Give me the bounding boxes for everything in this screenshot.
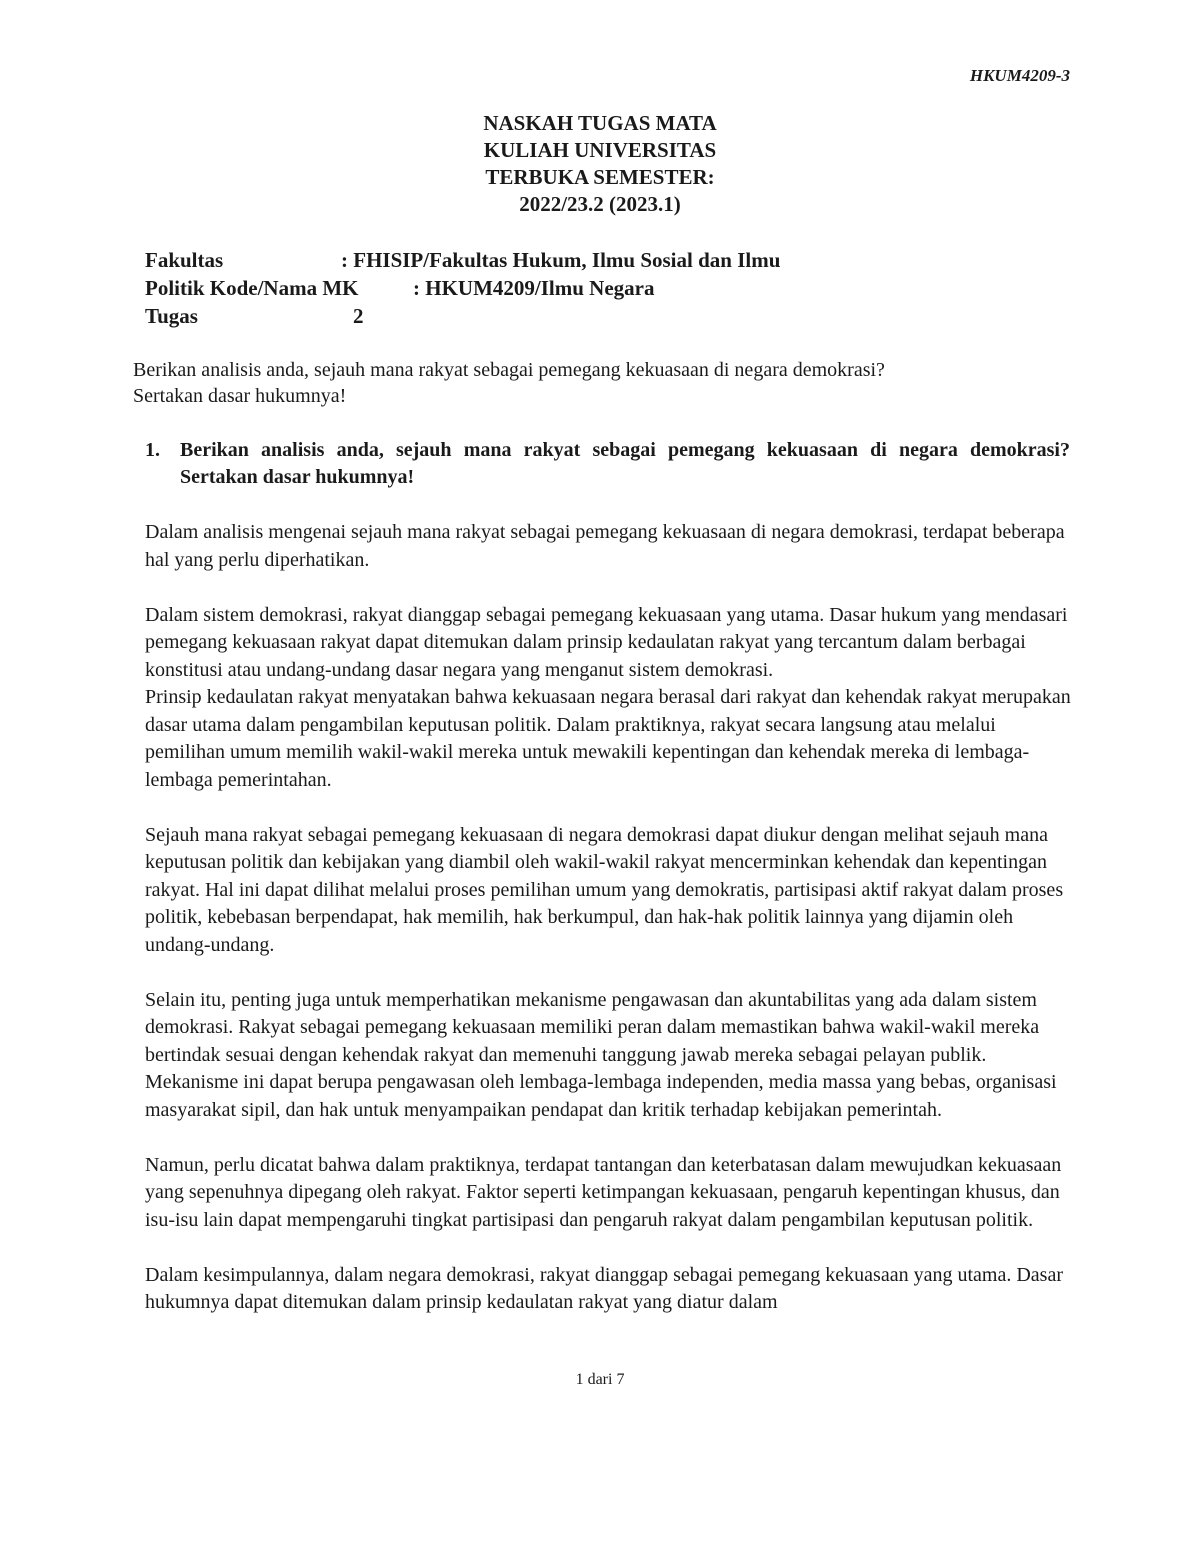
question-text: Berikan analisis anda, sejauh mana rakyat sebagai pemegang kekuasaan di negara demokrasi?: [133, 359, 885, 381]
title-line-3: TERBUKA SEMESTER:: [485, 165, 715, 189]
answer-paragraph-4: Sejauh mana rakyat sebagai pemegang kekuasaan di negara demokrasi dapat diukur dengan melihat sejauh mana keputusan politik dan kebijakan yang diambil oleh wakil-wakil rakyat mencerminkan kehendak dan kepentingan rakyat. Hal ini dapat dilihat melalui proses pemilihan umum yang demokratis, partisipasi aktif rakyat dalam proses politik, kebebasan berpendapat, hak memilih, hak berkumpul, dan hak-hak politik lainnya yang dijamin oleh undang-undang.: [145, 823, 1064, 956]
info-row-faculty: [145, 246, 780, 274]
question-number: 1.: [145, 439, 160, 461]
info-label-course: Politik Kode/Nama MK: [145, 276, 359, 300]
title-line-4: 2022/23.2 (2023.1): [519, 192, 681, 216]
answer-paragraph-7: Dalam kesimpulannya, dalam negara demokrasi, rakyat dianggap sebagai pemegang kekuasaan yang utama. Dasar hukumnya dapat ditemukan dalam prinsip kedaulatan rakyat yang diatur dalam: [145, 1263, 1063, 1313]
title-line-1: NASKAH TUGAS MATA: [483, 111, 717, 135]
answer-paragraph-6: Namun, perlu dicatat bahwa dalam praktiknya, terdapat tantangan dan keterbatasan dalam mewujudkan kekuasaan yang sepenuhnya dipegang oleh rakyat. Faktor seperti ketimpangan kekuasaan, pengaruh kepentingan khusus, dan isu-isu lain dapat mempengaruhi tingkat partisipasi dan pengaruh rakyat dalam pengambilan keputusan politik.: [145, 1153, 1062, 1231]
info-value-course: : HKUM4209/Ilmu Negara: [413, 276, 655, 300]
info-value-faculty: : FHISIP/Fakultas Hukum, Ilmu Sosial dan Ilmu: [341, 248, 781, 272]
answer-body: [145, 519, 1075, 1317]
numbered-question: [145, 437, 1070, 491]
numbered-question-text: Berikan analisis anda, sejauh mana rakyat sebagai pemegang kekuasaan di negara demokrasi? Sertakan dasar hukumnya!: [180, 439, 1070, 488]
answer-paragraph-2: Dalam sistem demokrasi, rakyat dianggap sebagai pemegang kekuasaan yang utama. Dasar hukum yang mendasari pemegang kekuasaan rakyat dapat ditemukan dalam prinsip kedaulatan rakyat yang tercantum dalam berbagai konstitusi atau undang-undang dasar negara yang menganut sistem demokrasi.: [145, 603, 1068, 681]
title-line-2: KULIAH UNIVERSITAS: [483, 138, 717, 162]
question-block: [133, 357, 963, 409]
info-label-task: Tugas: [145, 304, 198, 328]
info-label-faculty: Fakultas: [145, 248, 224, 272]
question-instruction: Sertakan dasar hukumnya!: [133, 385, 347, 407]
course-info: [145, 246, 780, 330]
document-title: [0, 110, 1200, 218]
info-row-course: [145, 274, 780, 302]
answer-paragraph-1: Dalam analisis mengenai sejauh mana rakyat sebagai pemegang kekuasaan di negara demokrasi, terdapat beberapa hal yang perlu diperhatikan.: [145, 521, 1065, 571]
page-number: 1 dari 7: [575, 1371, 625, 1388]
info-row-task: [145, 302, 780, 330]
answer-paragraph-3: Prinsip kedaulatan rakyat menyatakan bahwa kekuasaan negara berasal dari rakyat dan kehendak rakyat merupakan dasar utama dalam pengambilan keputusan politik. Dalam praktiknya, rakyat secara langsung atau melalui pemilihan umum memilih wakil-wakil mereka untuk mewakili kepentingan dan kehendak mereka di lembaga-lembaga pemerintahan.: [145, 686, 1071, 791]
answer-paragraph-5: Selain itu, penting juga untuk memperhatikan mekanisme pengawasan dan akuntabilitas yang ada dalam sistem demokrasi. Rakyat sebagai pemegang kekuasaan memiliki peran dalam memastikan bahwa wakil-wakil mereka bertindak sesuai dengan kehendak rakyat dan memenuhi tanggung jawab mereka sebagai pelayan publik. Mekanisme ini dapat berupa pengawasan oleh lembaga-lembaga independen, media massa yang bebas, organisasi masyarakat sipil, dan hak untuk menyampaikan pendapat dan kritik terhadap kebijakan pemerintah.: [145, 988, 1057, 1121]
course-code: HKUM4209-3: [969, 66, 1070, 85]
info-value-task: 2: [353, 304, 364, 328]
